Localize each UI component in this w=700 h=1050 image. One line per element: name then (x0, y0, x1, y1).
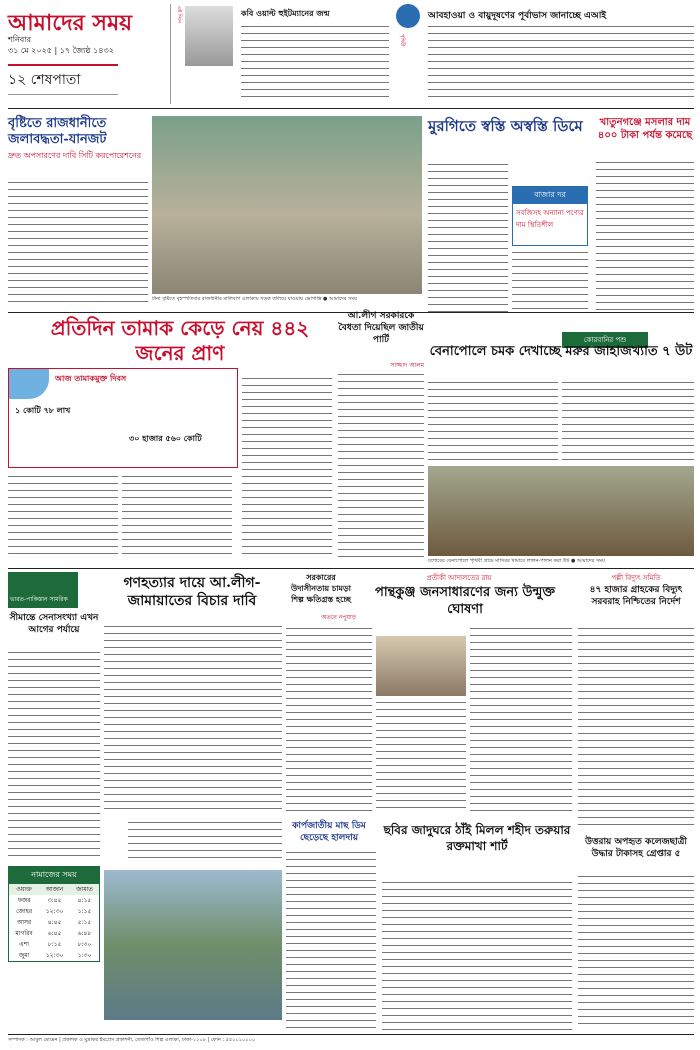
table-row: মাগরিব ৬:৪৫ ৬:৪৮ (15, 930, 92, 937)
electricity-kicker: পল্লী বিদ্যুৎ সমিতি (611, 574, 661, 582)
museum-headline: ছবির জাদুঘরে ঠাঁই মিলল শহীদ তরুয়ার রক্তমাখা শার্ট (383, 823, 571, 853)
newspaper-logo: আমাদের সময় (8, 10, 133, 36)
camel-headline: বেনাপোলে চমক দেখাচ্ছে মরুর জাহাজখ্যাত ৭ উট (429, 344, 693, 359)
genocide-headline: গণহত্যার দায়ে আ.লীগ-জামায়াতের বিচার দাবি (123, 575, 261, 609)
flood-caption: টানা বৃষ্টিতে বৃহস্পতিবার রাজধানীর মালিবাগ এলাকায় সড়ক তলিয়ে যাওয়ায় ভোগান্তি ● আমাদের সময় (152, 296, 358, 302)
page-number: ১২ শেষপাতা (8, 64, 118, 95)
whitman-portrait (185, 6, 233, 66)
panthakunja-photo (376, 636, 466, 696)
prayer-times-box: নামাজের সময় ওয়াক্ত আজান জামাত ফজর ৩:৪৫ ৪:১৫ জোহর ১২:৩০ ১:১৫ আসর ৪:৪৫ ৫:১৫ মাগরিব ৬:৪৫ ৬:৪৮ এশা ৮:১৫ ৮:৩০ জুমা ১২:৩০ ১:৩০ (8, 866, 100, 962)
leather-headline: সরকারের উদাসীনতায় চামড়া শিল্প ক্ষতিগ্রস্ত হচ্ছে (290, 572, 352, 604)
fish-headline: কার্পজাতীয় মাছ ডিম ছেড়েছে হালদায় (292, 821, 366, 843)
panthakunja-headline: পান্থকুঞ্জ জনসাধারণের জন্য উন্মুক্ত ঘোষণা (375, 585, 555, 617)
rescue-headline: উত্তরায় অপহৃত কলেজছাত্রী উদ্ধার টাকাসহ গ্রেপ্তার ৫ (585, 837, 687, 859)
halda-river-photo (104, 870, 282, 1020)
flood-photo (152, 116, 422, 294)
world-day-badge (9, 369, 49, 399)
flood-headline: বৃষ্টিতে রাজধানীতে জলাবদ্ধতা-যানজট (8, 116, 107, 147)
science-icon (396, 4, 420, 28)
market-box: বাজার দর সবজিসহ অন্যান্য পণ্যের দাম স্থিতিশীল (512, 186, 588, 246)
camel-caption: যশোরের বেনাপোলে পৃথিবী গ্রামে মাসিরর খামারে লালন-পালন করা উট ● আমাদের সময় (428, 558, 605, 564)
india-pak-headline: সীমান্তে সেনাসংখ্যা এখন আগের পর্যায়ে (9, 613, 99, 635)
flood-subtitle: দ্রুত অপসারণের দাবি সিটি করপোরেশনের (8, 151, 142, 160)
awami-headline: আ.লীগ সরকারকে বৈধতা দিয়েছিল জাতীয় পার্টি (338, 311, 424, 345)
whitman-story: এই দিনে কবি ওয়াল্ট হুইটম্যানের জন্ম (170, 4, 392, 104)
camel-kicker: কোরবানির পশু (562, 332, 648, 348)
tobacco-headline: প্রতিদিন তামাক কেড়ে নেয় ৪৪২ জনের প্রাণ (50, 316, 310, 365)
table-row: জুমা ১২:৩০ ১:৩০ (18, 952, 92, 959)
table-row: এশা ৮:১৫ ৮:৩০ (19, 941, 92, 948)
electricity-headline: ৪৭ হাজার গ্রাহকের বিদ্যুৎ সরবরাহ নিশ্চিতের নির্দেশ (589, 585, 683, 607)
egg-headline: মুরগিতে স্বস্তি অস্বস্তি ডিমে (428, 117, 583, 135)
spice-headline: খাতুনগঞ্জে মসলার দাম ৪০০ টাকা পর্যন্ত কমেছে (597, 117, 693, 141)
camel-photo (428, 466, 694, 556)
footer-imprint: সম্পাদক : আবুল মোমেন | প্রকাশক ও মুদ্রাকর ইমপ্রেস প্রকাশনী, তেজগাঁও শিল্প এলাকা, ঢাকা-১২০৮ | ফোন : ৫৫০০১০০০০ (8, 1037, 255, 1043)
panthakunja-kicker: প্রতীকী আদালতের রায় (426, 574, 492, 582)
india-pak-badge: ভারত-পাকিস্তান সামরিক সংঘাত (8, 572, 78, 608)
ai-weather-story: পৃথিবী আবহাওয়া ও বায়ুদূষণের পূর্বাভাস জানাচ্ছে এআই (396, 4, 696, 104)
tobacco-infobox: আজ তামাকমুক্ত দিবস ১ কোটি ৭৮ লাখ ৩০ হাজার ৫৬০ কোটি (8, 368, 238, 468)
masthead-date: শনিবার ৩১ মে ২০২৫ | ১৭ জ্যৈষ্ঠ ১৪৩২ (8, 35, 114, 55)
table-row: জোহর ১২:৩০ ১:১৫ (16, 908, 92, 915)
table-row: আসর ৪:৪৫ ৫:১৫ (16, 919, 92, 926)
prayer-table: ওয়াক্ত আজান জামাত ফজর ৩:৪৫ ৪:১৫ জোহর ১২:৩০ ১:১৫ আসর ৪:৪৫ ৫:১৫ মাগরিব ৬:৪৫ ৬:৪৮ এশা ৮:১৫ ৮:৩০ জুমা ১২:৩০ ১:৩০ (9, 884, 99, 961)
table-row: ফজর ৩:৪৫ ৪:১৫ (17, 897, 92, 904)
